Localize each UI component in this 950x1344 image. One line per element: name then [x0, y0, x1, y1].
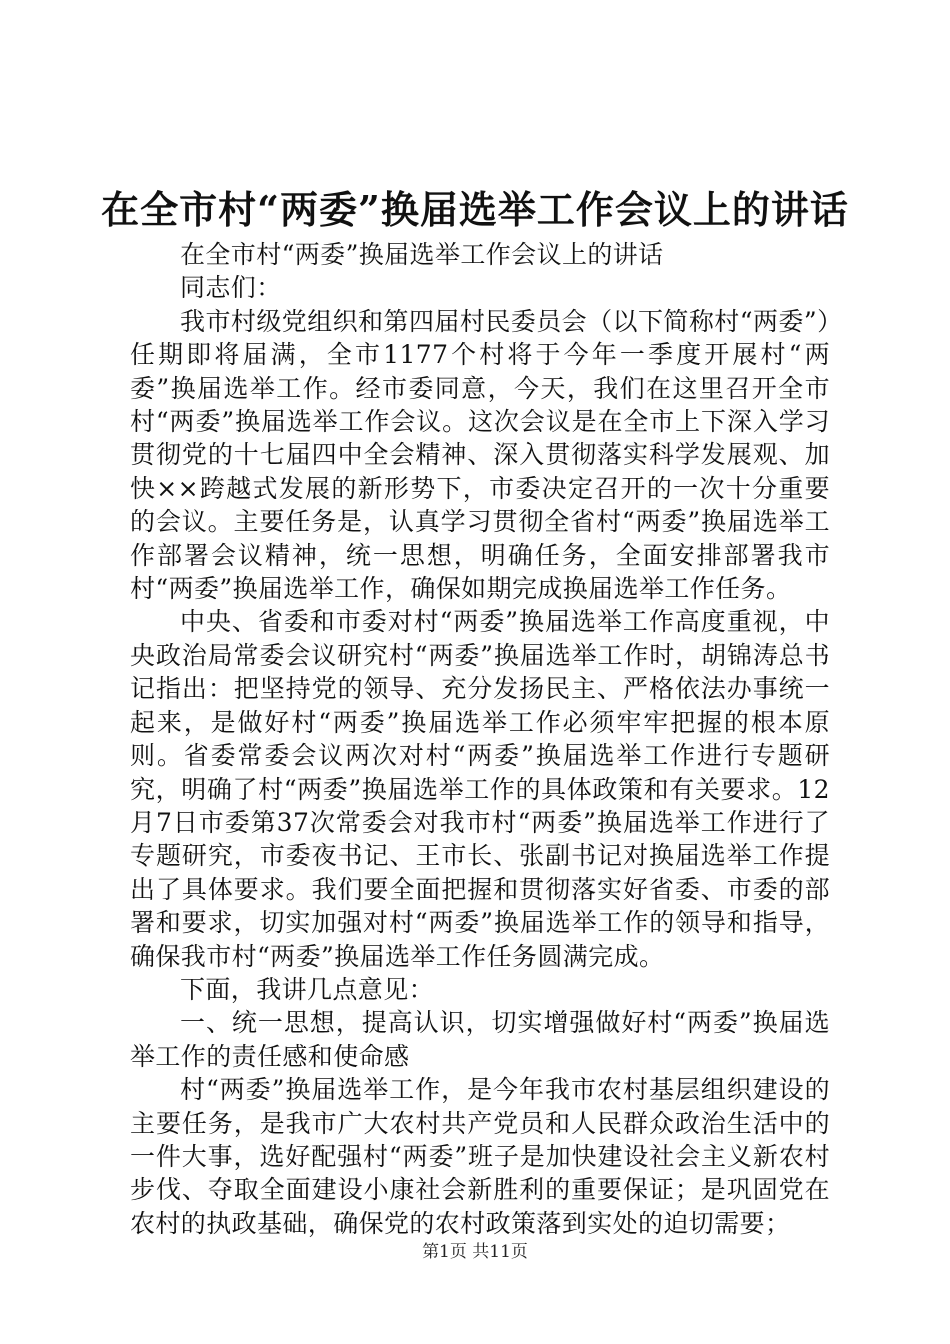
- subtitle-paragraph: 在全市村“两委”换届选举工作会议上的讲话: [180, 240, 664, 269]
- body-paragraph: 中央、省委和市委对村“两委”换届选举工作高度重视，中央政治局常委会议研究村“两委”换届选举工作时，胡锦涛总书记指出：把坚持党的领导、充分发扬民主、严格依法办事统一起来，是做好村“两委”换届选举工作必须牢牢把握的根本原则。省委常委会议两次对村“两委”换届选举工作进行专题研究，明确了村“两委”换届选举工作的具体政策和有关要求。12月7日市委第37次常委会对我市村“两委”换届选举工作进行了专题研究，市委夜书记、王市长、张副书记对换届选举工作提出了具体要求。我们要全面把握和贯彻落实好省委、市委的部署和要求，切实加强对村“两委”换届选举工作的领导和指导，确保我市村“两委”换届选举工作任务圆满完成。: [130, 607, 830, 971]
- body-paragraph: 我市村级党组织和第四届村民委员会（以下简称村“两委”）任期即将届满，全市1177个村将于今年一季度开展村“两委”换届选举工作。经市委同意，今天，我们在这里召开全市村“两委”换届选举工作会议。这次会议是在全市上下深入学习贯彻党的十七届四中全会精神、深入贯彻落实科学发展观、加快××跨越式发展的新形势下，市委决定召开的一次十分重要的会议。主要任务是，认真学习贯彻全省村“两委”换届选举工作部署会议精神，统一思想，明确任务，全面安排部署我市村“两委”换届选举工作，确保如期完成换届选举工作任务。: [130, 306, 830, 604]
- document-title: 在全市村“两委”换届选举工作会议上的讲话: [101, 187, 849, 232]
- document-body: [130, 238, 830, 1240]
- section-heading: 一、统一思想，提高认识，切实增强做好村“两委”换届选举工作的责任感和使命感: [130, 1008, 830, 1071]
- salutation-paragraph: 同志们：: [180, 273, 282, 303]
- body-paragraph: 下面，我讲几点意见：: [180, 974, 435, 1004]
- body-paragraph: 村“两委”换届选举工作，是今年我市农村基层组织建设的主要任务，是我市广大农村共产党员和人民群众政治生活中的一件大事，选好配强村“两委”班子是加快建设社会主义新农村步伐、夺取全面建设小康社会新胜利的重要保证；是巩固党在农村的执政基础，确保党的农村政策落到实处的迫切需要；: [130, 1075, 830, 1238]
- page-number-footer: 第1页 共11页: [422, 1242, 528, 1262]
